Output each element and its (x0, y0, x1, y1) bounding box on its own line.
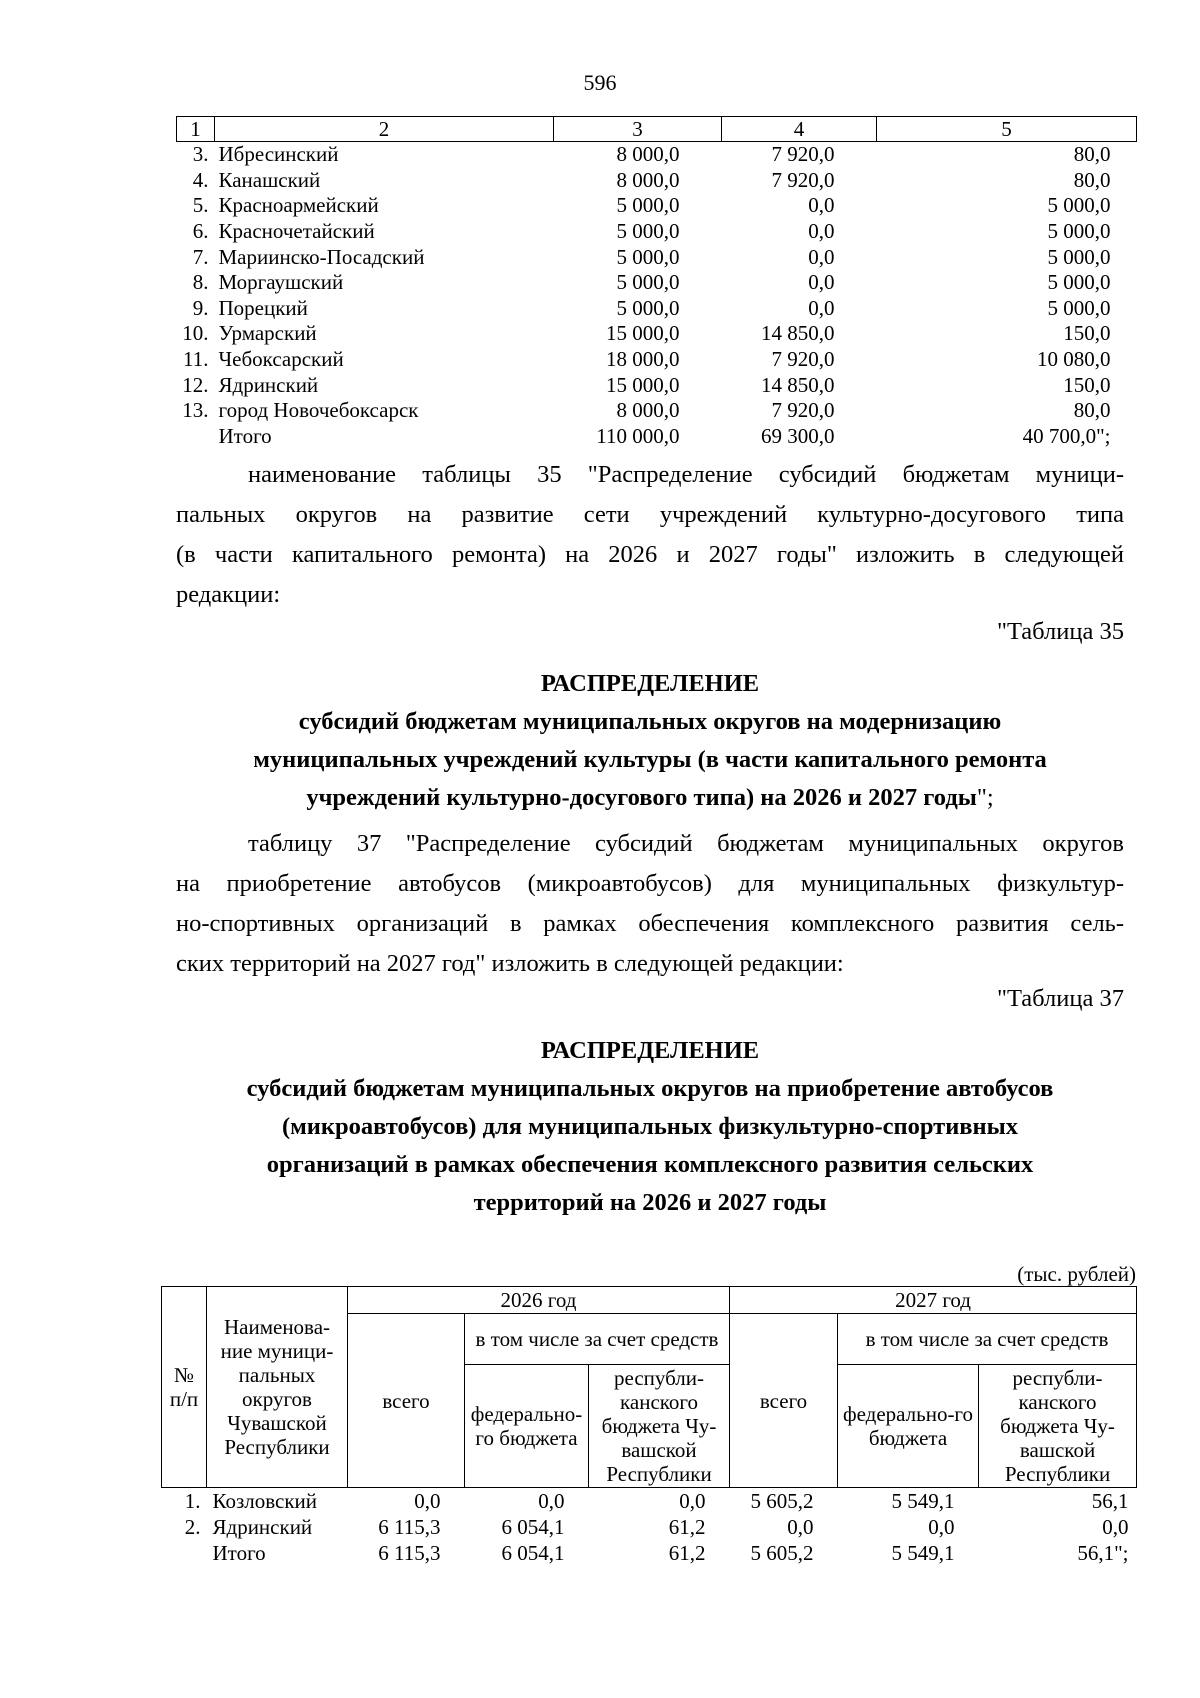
table-row (177, 398, 1137, 424)
column-number: 3 (554, 117, 722, 142)
bus-subsidy-table (161, 1286, 1137, 1566)
amendment-paragraph-table-35 (176, 455, 1124, 615)
total-value: 5 000,0 (616, 193, 680, 218)
table-row (177, 296, 1137, 322)
heading-line: субсидий бюджетам муниципальных округов на модернизацию (298, 708, 1002, 735)
total-2026: 0,0 (414, 1489, 441, 1513)
row-number (162, 1540, 207, 1566)
heading-line: субсидий бюджетам муниципальных округов на приобретение автобусов (246, 1075, 1054, 1102)
header-republic-2027: республи-канского бюджета Чу-вашской Республики (979, 1365, 1137, 1488)
federal-2027: 5 549,1 (891, 1541, 955, 1565)
text-line: редакции: (176, 581, 281, 608)
table-total-row (162, 1540, 1137, 1566)
district-name: Ядринский (218, 372, 319, 397)
republic-value: 150,0 (1063, 321, 1111, 346)
total-2027: 5 605,2 (750, 1541, 814, 1565)
federal-2026: 6 054,1 (501, 1515, 565, 1539)
federal-2026: 0,0 (538, 1489, 565, 1513)
republic-value: 5 000,0 (1047, 295, 1111, 320)
total-value: 15 000,0 (606, 372, 680, 397)
text-line: пальных округов на развитие сети учреждений культурно-досугового типа (176, 501, 1124, 528)
federal-2027: 5 549,1 (891, 1489, 955, 1513)
total-value: 5 000,0 (616, 295, 680, 320)
text-line: (в части капитального ремонта) на 2026 и 2027 годы" изложить в следующей (176, 541, 1124, 568)
table-row (177, 193, 1137, 219)
row-number: 2. (184, 1515, 201, 1539)
column-number: 4 (722, 117, 877, 142)
total-value: 5 000,0 (616, 244, 680, 269)
district-name: Канашский (218, 167, 321, 192)
republic-2027: 56,1 (1091, 1489, 1129, 1513)
district-name: Козловский (212, 1489, 318, 1513)
republic-2026: 61,2 (668, 1515, 706, 1539)
page-number: 596 (583, 70, 617, 95)
total-label: Итого (212, 1541, 266, 1565)
total-value: 110 000,0 (596, 423, 680, 448)
heading-title: РАСПРЕДЕЛЕНИЕ (540, 670, 760, 697)
republic-value: 80,0 (1073, 142, 1111, 167)
amendment-paragraph-table-37 (176, 824, 1124, 984)
district-name: Мариинско-Посадский (218, 244, 425, 269)
header-including-2027: в том числе за счет средств (838, 1314, 1137, 1365)
total-2027: 5 605,2 (750, 1489, 814, 1513)
republic-2026: 0,0 (679, 1489, 706, 1513)
column-number: 2 (215, 117, 554, 142)
total-2027: 0,0 (787, 1515, 814, 1539)
total-value: 5 000,0 (616, 219, 680, 244)
republic-value: 5 000,0 (1047, 244, 1111, 269)
federal-value: 0,0 (808, 219, 835, 244)
header-total-2026: всего (348, 1314, 465, 1488)
district-name: Ибресинский (218, 142, 339, 167)
federal-value: 7 920,0 (771, 398, 835, 423)
district-name: Красноармейский (218, 193, 379, 218)
republic-value: 80,0 (1073, 167, 1111, 192)
table-row (162, 1488, 1137, 1515)
table-row (177, 168, 1137, 194)
header-district-name: Наименова-ние муници-пальных округов Чувашской Республики (207, 1287, 348, 1488)
federal-value: 0,0 (808, 244, 835, 269)
federal-2027: 0,0 (928, 1515, 955, 1539)
heading-title: РАСПРЕДЕЛЕНИЕ (540, 1037, 760, 1064)
closing-quote: "; (976, 784, 994, 811)
total-2026: 6 115,3 (378, 1515, 441, 1539)
heading-line: территорий на 2026 и 2027 годы (473, 1189, 827, 1216)
table-row (177, 142, 1137, 168)
table-37-label: "Таблица 37 (996, 985, 1124, 1012)
federal-value: 14 850,0 (761, 321, 835, 346)
table-37-heading (176, 1032, 1124, 1222)
row-number: 10. (182, 321, 209, 346)
republic-2027: 0,0 (1102, 1515, 1129, 1539)
header-federal-2026: федерально-го бюджета (465, 1365, 589, 1488)
republic-value: 150,0 (1063, 372, 1111, 397)
district-name: Моргаушский (218, 270, 344, 295)
row-number: 12. (182, 372, 209, 397)
republic-2027: 56,1"; (1077, 1541, 1129, 1565)
text-line: ских территорий на 2027 год" изложить в следующей редакции: (176, 950, 844, 977)
federal-value: 0,0 (808, 270, 835, 295)
table-row (177, 244, 1137, 270)
column-number: 1 (177, 117, 215, 142)
republic-value: 40 700,0"; (1022, 423, 1111, 448)
header-federal-2027: федерально-го бюджета (838, 1365, 979, 1488)
republic-value: 10 080,0 (1037, 347, 1111, 372)
district-name: Порецкий (218, 295, 308, 320)
text-line: на приобретение автобусов (микроавтобусов) для муниципальных физкультур- (176, 870, 1124, 897)
row-number: 9. (192, 295, 209, 320)
text-line: но-спортивных организаций в рамках обеспечения комплексного развития сель- (176, 910, 1124, 937)
table-row (177, 219, 1137, 245)
row-number: 7. (192, 244, 209, 269)
total-value: 5 000,0 (616, 270, 680, 295)
total-value: 8 000,0 (616, 167, 680, 192)
republic-value: 5 000,0 (1047, 219, 1111, 244)
row-number: 6. (192, 219, 209, 244)
federal-value: 0,0 (808, 295, 835, 320)
district-name: Красночетайский (218, 219, 375, 244)
row-number (177, 424, 215, 450)
total-value: 18 000,0 (606, 347, 680, 372)
total-value: 15 000,0 (606, 321, 680, 346)
total-label: Итого (218, 423, 272, 448)
row-number: 1. (184, 1489, 201, 1513)
header-republic-2026: республи-канского бюджета Чу-вашской Республики (589, 1365, 730, 1488)
federal-2026: 6 054,1 (501, 1541, 565, 1565)
district-name: город Новочебоксарск (218, 398, 419, 423)
federal-value: 7 920,0 (771, 347, 835, 372)
row-number: 4. (192, 167, 209, 192)
table-35-label: "Таблица 35 (996, 618, 1124, 645)
table-row (177, 270, 1137, 296)
header-year-2026: 2026 год (348, 1287, 730, 1314)
header-including-2026: в том числе за счет средств (465, 1314, 730, 1365)
republic-value: 5 000,0 (1047, 270, 1111, 295)
republic-value: 5 000,0 (1047, 193, 1111, 218)
table-35-heading (176, 665, 1124, 817)
federal-value: 7 920,0 (771, 142, 835, 167)
text-line: наименование таблицы 35 "Распределение субсидий бюджетам муници- (248, 461, 1124, 488)
federal-value: 7 920,0 (771, 167, 835, 192)
republic-value: 80,0 (1073, 398, 1111, 423)
total-2026: 6 115,3 (378, 1541, 441, 1565)
heading-line: муниципальных учреждений культуры (в части капитального ремонта (253, 746, 1047, 773)
total-value: 8 000,0 (616, 142, 680, 167)
heading-line: организаций в рамках обеспечения комплексного развития сельских (266, 1151, 1034, 1178)
heading-line: учреждений культурно-досугового типа) на 2026 и 2027 годы (306, 784, 977, 811)
subsidy-table-continuation (176, 116, 1137, 449)
row-number: 11. (183, 347, 209, 372)
federal-value: 14 850,0 (761, 372, 835, 397)
header-year-2027: 2027 год (730, 1287, 1137, 1314)
header-total-2027: всего (730, 1314, 838, 1488)
table-row (162, 1514, 1137, 1540)
federal-value: 0,0 (808, 193, 835, 218)
row-number: 8. (192, 270, 209, 295)
units-label: (тыс. рублей) (1017, 1262, 1136, 1286)
header-row-number: № п/п (162, 1287, 207, 1488)
text-line: таблицу 37 "Распределение субсидий бюджетам муниципальных округов (248, 830, 1124, 857)
table-row (177, 347, 1137, 373)
column-number: 5 (877, 117, 1137, 142)
row-number: 13. (182, 398, 209, 423)
table-row (177, 372, 1137, 398)
table-total-row (177, 424, 1137, 450)
district-name: Ядринский (212, 1515, 313, 1539)
total-value: 8 000,0 (616, 398, 680, 423)
district-name: Урмарский (218, 321, 317, 346)
row-number: 3. (192, 142, 209, 167)
district-name: Чебоксарский (218, 347, 344, 372)
republic-2026: 61,2 (668, 1541, 706, 1565)
row-number: 5. (192, 193, 209, 218)
table-row (177, 321, 1137, 347)
heading-line: (микроавтобусов) для муниципальных физкультурно-спортивных (281, 1113, 1019, 1140)
federal-value: 69 300,0 (761, 423, 835, 448)
table-column-numbers (177, 117, 1137, 142)
